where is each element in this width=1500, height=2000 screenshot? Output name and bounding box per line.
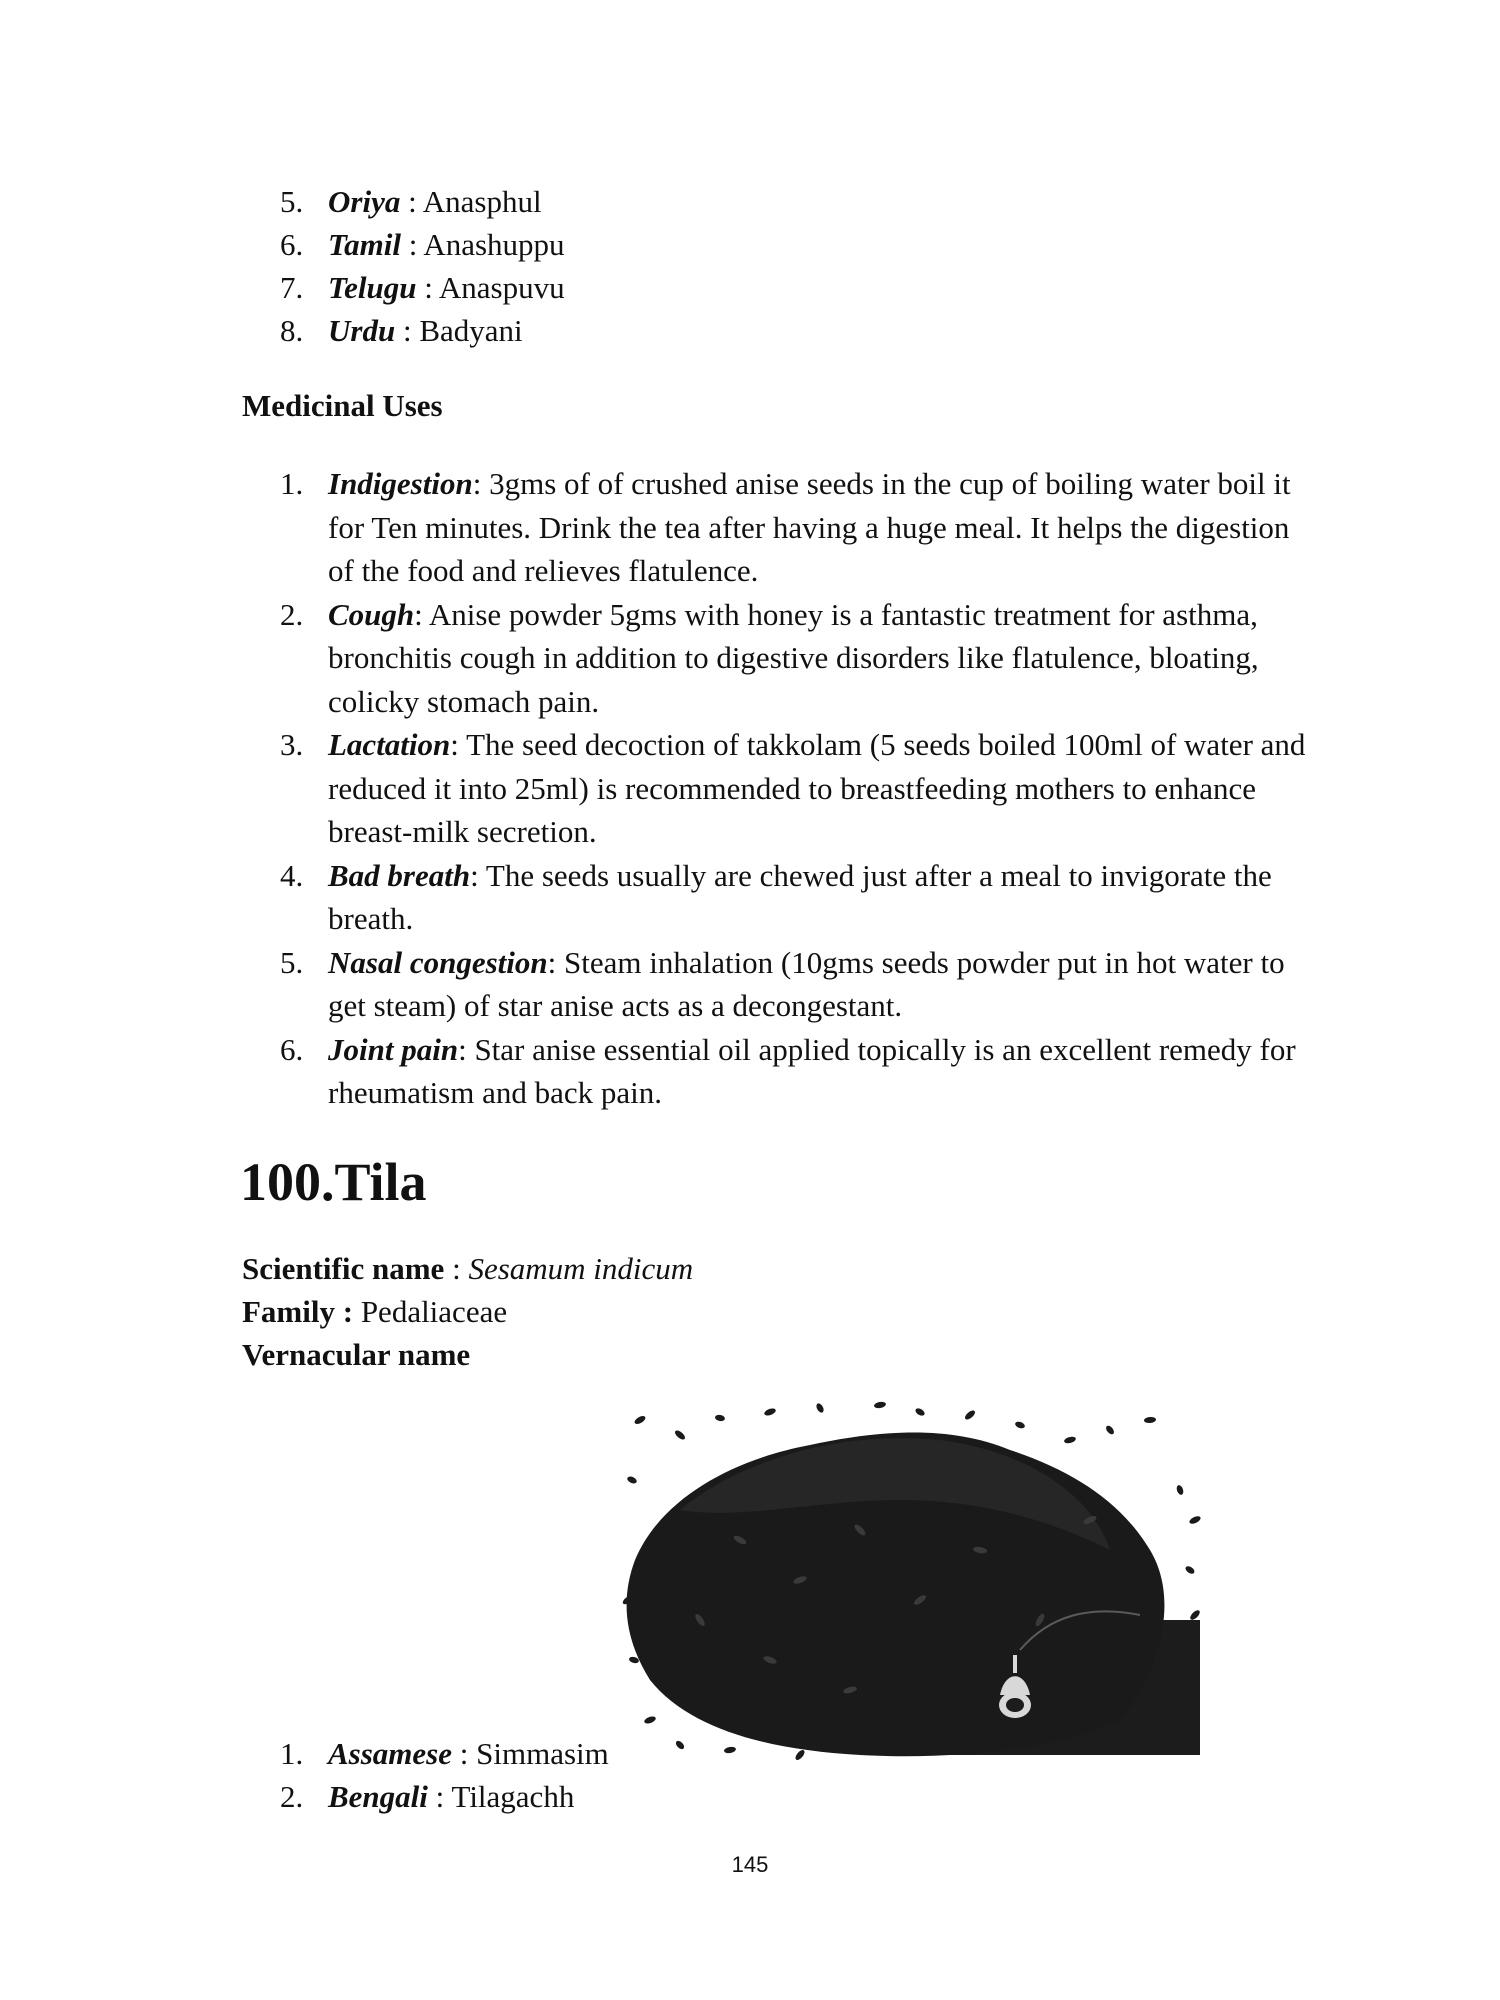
medicinal-uses-list <box>280 462 1310 1115</box>
plant-metadata <box>242 1247 693 1376</box>
page-number: 145 <box>731 1852 769 1877</box>
medicinal-uses-heading: Medicinal Uses <box>242 388 443 423</box>
list-item: 6. Tamil : Anashuppu <box>280 227 565 262</box>
list-item: 4. Bad breath: The seeds usually are chewed just after a meal to invigorate the breath. <box>280 857 1272 936</box>
list-item: 7. Telugu : Anaspuvu <box>280 270 565 305</box>
list-item: 5. Nasal congestion: Steam inhalation (10gms seeds powder put in hot water to get steam) of star anise acts as a decongestant. <box>280 944 1285 1023</box>
vernacular-list-tila <box>280 1732 609 1818</box>
vernacular-list-continued <box>280 180 565 352</box>
plant-title: 100.Tila <box>240 1152 427 1212</box>
list-item: 1. Indigestion: 3gms of of crushed anise seeds in the cup of boiling water boil it for Ten minutes. Drink the tea after having a huge meal. It helps the digestion of the food and relieves flatulence. <box>280 466 1291 588</box>
sesame-seeds-image <box>620 1400 1210 1760</box>
list-item: 2. Cough: Anise powder 5gms with honey is a fantastic treatment for asthma, bronchitis cough in addition to digestive disorders like flatulence, bloating, colicky stomach pain. <box>280 596 1259 719</box>
list-item: 1. Assamese : Simmasim <box>280 1736 609 1771</box>
list-item: 3. Lactation: The seed decoction of takkolam (5 seeds boiled 100ml of water and reduced it into 25ml) is recommended to breastfeeding mothers to enhance breast-milk secretion. <box>280 727 1306 849</box>
list-item: 6. Joint pain: Star anise essential oil applied topically is an excellent remedy for rheumatism and back pain. <box>280 1031 1296 1110</box>
scientific-name-line: Scientific name : Sesamum indicum <box>242 1251 694 1286</box>
list-item: 8. Urdu : Badyani <box>280 313 523 348</box>
list-item: 5. Oriya : Anasphul <box>280 184 542 219</box>
list-item: 2. Bengali : Tilagachh <box>280 1779 575 1814</box>
family-line: Family : Pedaliaceae <box>242 1294 508 1329</box>
vernacular-name-heading: Vernacular name <box>242 1337 471 1372</box>
